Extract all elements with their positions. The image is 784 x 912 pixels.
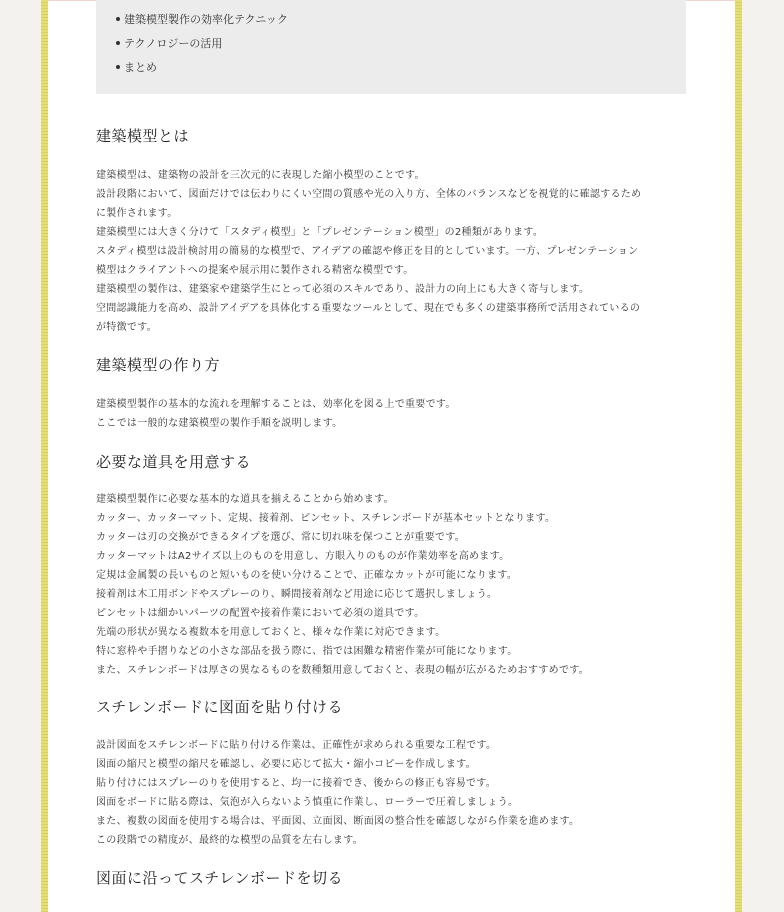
text-line: 建築模型は、建築物の設計を三次元的に表現した縮小模型のことです。 [96, 170, 425, 181]
section-heading: 必要な道具を用意する [96, 453, 252, 471]
bullet-icon [116, 65, 120, 69]
text-line: カッターマットはA2サイズ以上のものを用意し、方眼入りのものが作業効率を高めます。 [96, 551, 510, 562]
toc-item[interactable] [116, 56, 686, 80]
text-line: 建築模型には大きく分けて「スタディ模型」と「プレゼンテーション模型」の2種類があります。 [96, 227, 544, 238]
text-line: 設計図面をスチレンボードに貼り付ける作業は、正確性が求められる重要な工程です。 [96, 740, 497, 751]
text-line: また、スチレンボードは厚さの異なるものを数種類用意しておくと、表現の幅が広がるためおすすめです。 [96, 665, 590, 676]
text-line: また、複数の図面を使用する場合は、平面図、立面図、断面図の整合性を確認しながら作業を進めます。 [96, 816, 580, 827]
text-line: ここでは一般的な建築模型の製作手順を説明します。 [96, 418, 343, 429]
text-line: 建築模型製作に必要な基本的な道具を揃えることから始めます。 [96, 494, 394, 505]
text-line: カッターは刃の交換ができるタイプを選び、常に切れ味を保つことが重要です。 [96, 532, 465, 543]
text-line: 模型はクライアントへの提案や展示用に製作される精密な模型です。 [96, 265, 414, 276]
toc-item-label[interactable]: テクノロジーの活用 [124, 37, 223, 50]
text-line: 貼り付けにはスプレーのりを使用すると、均一に接着でき、後からの修正も容易です。 [96, 778, 497, 789]
text-line: カッター、カッターマット、定規、接着剤、ピンセット、スチレンボードが基本セットとなります。 [96, 513, 556, 524]
text-line: 空間認識能力を高め、設計アイデアを具体化する重要なツールとして、現在でも多くの建築事務所で活用されているの [96, 303, 641, 314]
text-line: に製作されます。 [96, 208, 178, 219]
toc-item[interactable] [116, 8, 686, 32]
toc-item[interactable] [116, 32, 686, 56]
text-line: この段階での精度が、最終的な模型の品質を左右します。 [96, 835, 363, 846]
bullet-icon [116, 41, 120, 45]
text-line: ピンセットは細かいパーツの配置や接着作業において必須の道具です。 [96, 608, 425, 619]
left-decorative-strip [41, 0, 48, 912]
section-paragraph [96, 736, 696, 850]
text-line: 特に窓枠や手摺りなどの小さな部品を扱う際に、指では困難な精密作業が可能になります。 [96, 646, 518, 657]
text-line: 建築模型製作の基本的な流れを理解することは、効率化を図る上で重要です。 [96, 399, 456, 410]
text-line: 建築模型の製作は、建築家や建築学生にとって必須のスキルであり、設計力の向上にも大きく寄与します。 [96, 284, 590, 295]
section-heading: 建築模型の作り方 [96, 356, 221, 374]
section-heading: スチレンボードに図面を貼り付ける [96, 698, 344, 716]
text-line: 図面の縮尺と模型の縮尺を確認し、必要に応じて拡大・縮小コピーを作成します。 [96, 759, 476, 770]
section-paragraph [96, 166, 696, 337]
text-line: 接着剤は木工用ボンドやスプレーのり、瞬間接着剤など用途に応じて選択しましょう。 [96, 589, 498, 600]
text-line: 設計段階において、図面だけでは伝わりにくい空間の質感や光の入り方、全体のバランスなどを視覚的に確認するため [96, 189, 642, 200]
text-line: 図面をボードに貼る際は、気泡が入らないよう慎重に作業し、ローラーで圧着しましょう。 [96, 797, 519, 808]
section-paragraph [96, 490, 696, 680]
section-heading: 図面に沿ってスチレンボードを切る [96, 869, 344, 887]
table-of-contents [96, 0, 686, 94]
text-line: が特徴です。 [96, 322, 157, 333]
toc-list [116, 8, 686, 80]
toc-item-label[interactable]: 建築模型製作の効率化テクニック [124, 13, 288, 26]
toc-item-label[interactable]: まとめ [124, 61, 157, 74]
right-decorative-strip [735, 0, 742, 912]
bullet-icon [116, 17, 120, 21]
section-paragraph [96, 395, 696, 433]
section-heading: 建築模型とは [96, 127, 190, 145]
text-line: 定規は金属製の長いものと短いものを使い分けることで、正確なカットが可能になります。 [96, 570, 518, 581]
text-line: 先端の形状が異なる複数本を用意しておくと、様々な作業に対応できます。 [96, 627, 446, 638]
text-line: スタディ模型は設計検討用の簡易的な模型で、アイデアの確認や修正を目的としています。一方、プレゼンテーション [96, 246, 639, 257]
